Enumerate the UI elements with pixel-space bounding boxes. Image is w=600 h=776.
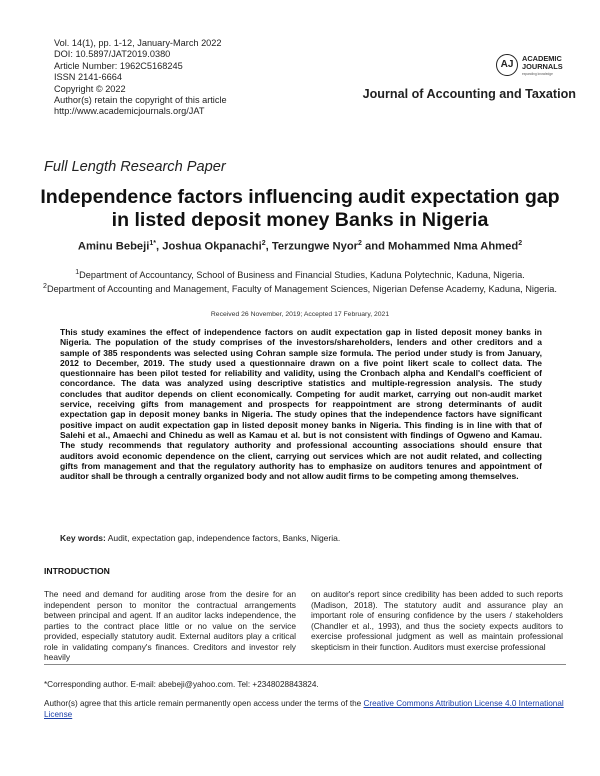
author-name: Joshua Okpanachi: [162, 240, 262, 253]
body-column-right: on auditor's report since credibility has been added to such reports (Madison, 2018). The statutory audit and assurance play an important role of ensuring confidence by the users / stakeholders (Chandler et al., 1993), and thus the society expects auditors to exercise professional judgment as well as maintain professional skepticism in their function. Auditors must exercise professional: [311, 589, 563, 652]
received-dates: Received 26 November, 2019; Accepted 17 February, 2021: [210, 311, 390, 318]
keywords-label: Key words:: [60, 533, 106, 543]
affiliation-text: Department of Accounting and Management, Faculty of Management Sciences, Nigerian Defense Academy, Kaduna, Nigeria.: [46, 284, 557, 295]
license-notice: [44, 699, 566, 721]
logo-initials: AJ: [496, 54, 518, 76]
keywords: [60, 533, 542, 543]
license-text: Author(s) agree that this article remain permanently open access under the terms of the: [44, 699, 364, 708]
logo-line1: ACADEMIC: [522, 54, 562, 63]
section-heading-introduction: INTRODUCTION: [44, 566, 110, 576]
author-sup: 2: [261, 240, 266, 247]
meta-rights: Author(s) retain the copyright of this article: [54, 95, 227, 106]
footnote-divider: [44, 664, 566, 665]
logo-wordmark: [522, 55, 563, 71]
keywords-text: Audit, expectation gap, independence factors, Banks, Nigeria.: [107, 533, 341, 543]
logo-line2: JOURNALS: [522, 62, 563, 71]
affiliation-2: [36, 281, 564, 295]
author-list: Aminu Bebeji$^{1*}$, Joshua Okpanachi$^2$, Terzungwe Nyor$^2$ and Mohammed Nma Ahmed$^2$: [77, 240, 523, 253]
meta-issn: ISSN 2141-6664: [54, 72, 122, 83]
paper-type: Full Length Research Paper: [44, 159, 226, 175]
affiliations: [36, 267, 564, 296]
paper-title: [20, 186, 580, 232]
corresponding-author: *Corresponding author. E-mail: abebeji@yahoo.com. Tel: +2348028843824.: [44, 680, 319, 689]
journal-name: Journal of Accounting and Taxation: [362, 87, 576, 101]
abstract: This study examines the effect of independence factors on audit expectation gap in listed deposit money banks in Nigeria. The population of the study comprises of the investors/shareholders, lenders and other creditors and a sample of 385 respondents was selected using Cohran sample size formula. The period under study is from January, 2012 to December, 2019. The study used a questionnaire drawn on a five point likert scale to collect data. The questionnaire has been pilot tested for reliability and validity, using the Cronbach alpha and Kendall's coefficient of concordance. The data was analyzed using descriptive statistics and multiple-regression analysis. The study concludes that auditor depends on client economically. Competing for audit market, carrying out non-audit market service, receiving gifts from management and prospects for reappointment are strong determinants of audit expectation gap in deposit money banks in Nigeria. The study opines that the independence factors have significant positive impact on audit expectation gap in listed deposit money banks in Nigeria. This finding is in line with that of Salehi et al., Amaechi and Chinedu as well as Kamau et al. but is not consistent with findings of Ogweno and Kamau. The study recommends that regulatory authority and professional accounting associations should ensure that auditors avoid economic dependence on the client, carrying out services which are not audit related, and collecting gifts from management and that the regulatory authority has to emphasize on auditors tenures and appointment of auditor shall be through a centrally organized body and not allow audit firms to be competing among themselves.: [60, 327, 542, 482]
title-line-2: in listed deposit money Banks in Nigeria: [111, 209, 489, 231]
affiliation-sup: 2: [43, 283, 47, 291]
author-name: Terzungwe Nyor: [271, 240, 359, 253]
meta-volume: Vol. 14(1), pp. 1-12, January-March 2022: [54, 38, 222, 48]
meta-doi: DOI: 10.5897/JAT2019.0380: [54, 49, 171, 60]
affiliation-sup: 1: [75, 269, 80, 276]
title-line-1: Independence factors influencing audit expectation gap: [40, 186, 560, 208]
publisher-logo: [496, 54, 574, 78]
body-column-left: The need and demand for auditing arose from the desire for an independent person to monitor the contractual arrangements between principal and agent. If an auditor lacks independence, the parties to the contract place little or no value on the service provided, especially statutory audit. External auditors play a critical role in validating company's finances. Creditors and investor rely heavily: [44, 589, 296, 662]
author-name: Aminu Bebeji: [77, 240, 150, 253]
affiliation-text: Department of Accountancy, School of Business and Financial Studies, Kaduna Polytechnic, Kaduna, Nigeria.: [79, 270, 525, 281]
article-metadata: [54, 38, 227, 118]
author-name: Mohammed Nma Ahmed: [388, 240, 519, 253]
author-sup: 1*: [149, 240, 156, 247]
logo-tagline: expanding knowledge: [522, 72, 553, 76]
license-link[interactable]: Creative Commons Attribution License 4.0 International License: [44, 699, 564, 719]
meta-copyright: Copyright © 2022: [54, 83, 126, 94]
meta-article-number: Article Number: 1962C5168245: [54, 60, 183, 71]
affiliation-1: [36, 267, 564, 281]
author-sup: 2: [518, 240, 523, 247]
meta-url: http://www.academicjournals.org/JAT: [54, 106, 205, 117]
author-sup: 2: [358, 240, 362, 247]
